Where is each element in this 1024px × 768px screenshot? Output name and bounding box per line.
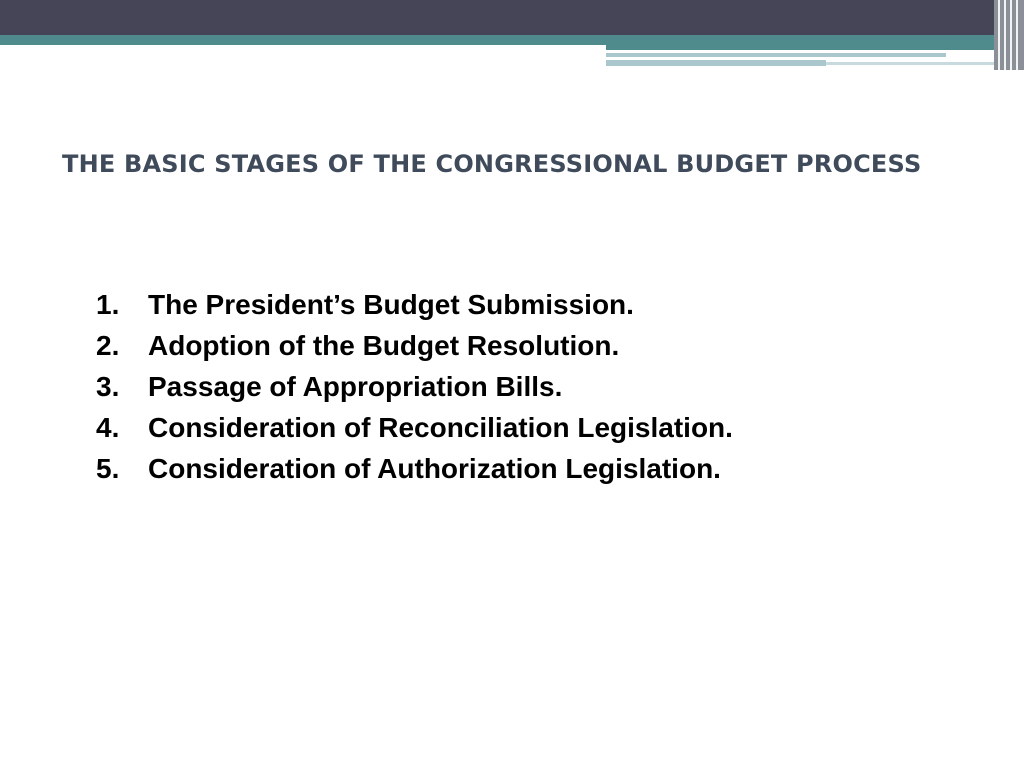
stage-text: The President’s Budget Submission. xyxy=(148,289,634,320)
stage-text: Consideration of Reconciliation Legislation. xyxy=(148,412,733,443)
header-teal-bar xyxy=(0,35,1024,45)
stage-number: 2. xyxy=(96,330,120,361)
stage-number: 3. xyxy=(96,371,120,402)
slide-title: THE BASIC STAGES OF THE CONGRESSIONAL BUDGET PROCESS xyxy=(62,150,922,178)
header-light-accent-bar xyxy=(606,60,826,66)
stage-item xyxy=(96,284,733,325)
stage-number: 4. xyxy=(96,412,120,443)
stage-text: Adoption of the Budget Resolution. xyxy=(148,330,620,361)
header-light-accent-bar xyxy=(606,53,946,57)
stage-item xyxy=(96,325,733,366)
stage-item xyxy=(96,366,733,407)
stage-item xyxy=(96,448,733,489)
stage-item xyxy=(96,407,733,448)
stage-text: Consideration of Authorization Legislation. xyxy=(148,453,721,484)
header-dark-bar xyxy=(0,0,1024,35)
stage-number: 5. xyxy=(96,453,120,484)
header-light-accent-bar xyxy=(826,62,1006,65)
header-stripes-decoration xyxy=(994,0,1024,70)
header-teal-accent-bar xyxy=(606,45,1024,50)
stage-number: 1. xyxy=(96,289,120,320)
stages-list xyxy=(96,284,733,489)
stage-text: Passage of Appropriation Bills. xyxy=(148,371,563,402)
